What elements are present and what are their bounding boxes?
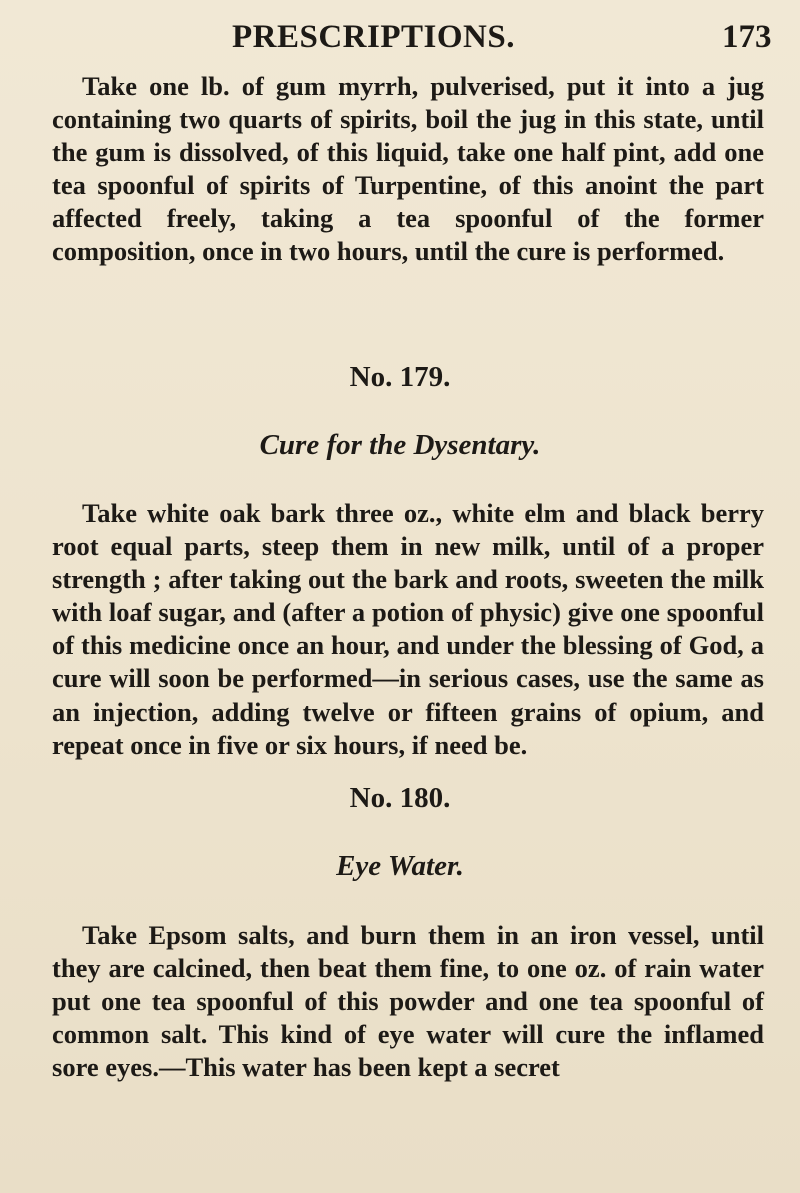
- prescription-paragraph-180: Take Epsom salts, and burn them in an iron vessel, until they are calcined, then beat them fine, to one oz. of rain water put one tea spoonful of this powder and one tea spoonful of common salt. This kind of eye water will cure the inflamed sore eyes.—This water has been kept a secret: [52, 920, 764, 1083]
- prescription-title-dysentary: Cure for the Dysentary.: [259, 429, 541, 461]
- prescription-title-eye-water: Eye Water.: [336, 850, 464, 882]
- prescription-number-179: No. 179.: [349, 361, 451, 393]
- prescription-paragraph-179: Take white oak bark three oz., white elm and black berry root equal parts, steep them in new milk, until of a proper strength ; after taking out the bark and roots, sweeten the milk with loaf sugar, and (after a potion of physic) give one spoonful of this medicine once an hour, and under the blessing of God, a cure will soon be performed—in serious cases, use the same as an injection, adding twelve or fifteen grains of opium, and repeat once in five or six hours, if need be.: [52, 498, 764, 760]
- prescription-continued-paragraph: Take one lb. of gum myrrh, pulverised, put it into a jug containing two quarts of spirits, boil the jug in this state, until the gum is dissolved, of this liquid, take one half pint, add one tea spoonful of spirits of Turpentine, of this anoint the part affected freely, taking a tea spoonful of the former composition, once in two hours, until the cure is performed.: [52, 71, 764, 267]
- running-title: PRESCRIPTIONS.: [232, 19, 515, 55]
- prescription-number-180: No. 180.: [349, 782, 451, 814]
- page-header: [0, 14, 800, 60]
- page-number: 173: [722, 19, 772, 55]
